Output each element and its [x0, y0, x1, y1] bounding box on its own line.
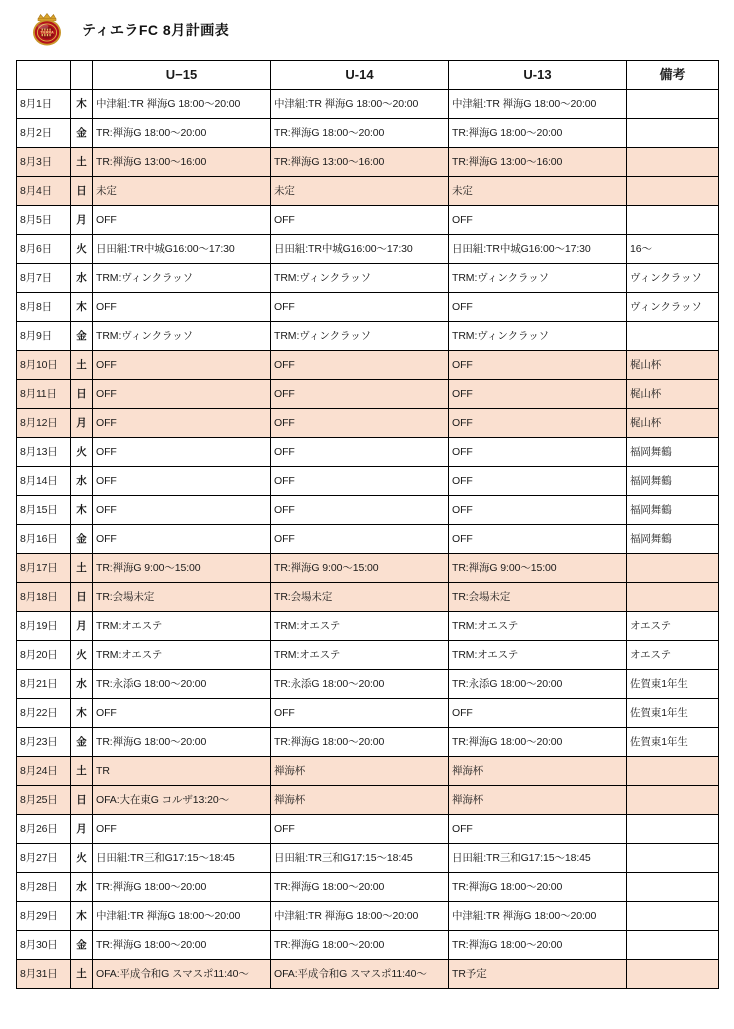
cell-u13: 禅海杯 [449, 786, 627, 815]
cell-u13: TRM:オエステ [449, 641, 627, 670]
cell-note [627, 90, 719, 119]
cell-note [627, 931, 719, 960]
cell-note: 佐賀東1年生 [627, 670, 719, 699]
table-row [17, 206, 719, 235]
cell-u14: TRM:オエステ [271, 641, 449, 670]
cell-day-of-week: 日 [71, 177, 93, 206]
schedule-table-wrap [0, 60, 734, 989]
table-head [17, 61, 719, 90]
table-row [17, 409, 719, 438]
table-row [17, 873, 719, 902]
table-row [17, 757, 719, 786]
cell-u15: TR:禅海G 18:00〜20:00 [93, 728, 271, 757]
table-row [17, 322, 719, 351]
cell-note [627, 902, 719, 931]
cell-u13: 日田組:TR中城G16:00〜17:30 [449, 235, 627, 264]
cell-u13: TR:禅海G 9:00〜15:00 [449, 554, 627, 583]
cell-u14: TRM:ヴィンクラッソ [271, 322, 449, 351]
cell-note: 福岡舞鶴 [627, 525, 719, 554]
cell-day-of-week: 火 [71, 438, 93, 467]
cell-u13: 日田組:TR三和G17:15〜18:45 [449, 844, 627, 873]
cell-date: 8月18日 [17, 583, 71, 612]
table-row [17, 525, 719, 554]
cell-u13: 中津組:TR 禅海G 18:00〜20:00 [449, 902, 627, 931]
cell-date: 8月30日 [17, 931, 71, 960]
cell-u15: OFF [93, 380, 271, 409]
cell-u15: TR:禅海G 13:00〜16:00 [93, 148, 271, 177]
cell-u14: TR:禅海G 18:00〜20:00 [271, 873, 449, 902]
cell-u14: OFF [271, 699, 449, 728]
table-row [17, 699, 719, 728]
cell-u15: TR:禅海G 18:00〜20:00 [93, 119, 271, 148]
cell-note [627, 206, 719, 235]
cell-u15: OFA:大在東G コルザ13:20〜 [93, 786, 271, 815]
cell-u13: OFF [449, 293, 627, 322]
cell-u13: TR:禅海G 18:00〜20:00 [449, 728, 627, 757]
cell-u14: OFF [271, 467, 449, 496]
cell-u13: OFF [449, 409, 627, 438]
cell-day-of-week: 水 [71, 467, 93, 496]
cell-u13: TR:禅海G 18:00〜20:00 [449, 931, 627, 960]
cell-day-of-week: 水 [71, 873, 93, 902]
table-row [17, 496, 719, 525]
cell-day-of-week: 月 [71, 815, 93, 844]
cell-u15: 日田組:TR三和G17:15〜18:45 [93, 844, 271, 873]
cell-u15: 日田組:TR中城G16:00〜17:30 [93, 235, 271, 264]
table-row [17, 641, 719, 670]
cell-date: 8月22日 [17, 699, 71, 728]
table-row [17, 90, 719, 119]
cell-day-of-week: 土 [71, 554, 93, 583]
cell-date: 8月25日 [17, 786, 71, 815]
cell-date: 8月1日 [17, 90, 71, 119]
cell-u15: OFF [93, 496, 271, 525]
table-row [17, 438, 719, 467]
cell-u14: 未定 [271, 177, 449, 206]
cell-u15: OFF [93, 409, 271, 438]
header-u14: U-14 [271, 61, 449, 90]
cell-u15: TR:会場未定 [93, 583, 271, 612]
cell-day-of-week: 日 [71, 583, 93, 612]
cell-u15: TR [93, 757, 271, 786]
cell-u14: TRM:ヴィンクラッソ [271, 264, 449, 293]
cell-u13: 未定 [449, 177, 627, 206]
cell-date: 8月13日 [17, 438, 71, 467]
cell-date: 8月14日 [17, 467, 71, 496]
cell-u13: TR:会場未定 [449, 583, 627, 612]
cell-note: 梶山杯 [627, 380, 719, 409]
cell-note [627, 757, 719, 786]
cell-date: 8月15日 [17, 496, 71, 525]
cell-day-of-week: 火 [71, 641, 93, 670]
cell-u13: TR予定 [449, 960, 627, 989]
cell-day-of-week: 木 [71, 699, 93, 728]
cell-u13: TR:禅海G 13:00〜16:00 [449, 148, 627, 177]
cell-day-of-week: 金 [71, 728, 93, 757]
cell-date: 8月5日 [17, 206, 71, 235]
cell-note [627, 119, 719, 148]
cell-u14: TR:禅海G 9:00〜15:00 [271, 554, 449, 583]
cell-u13: OFF [449, 438, 627, 467]
cell-u14: 禅海杯 [271, 786, 449, 815]
cell-note: 佐賀東1年生 [627, 699, 719, 728]
table-row [17, 670, 719, 699]
cell-u13: OFF [449, 699, 627, 728]
cell-note: ヴィンクラッソ [627, 264, 719, 293]
cell-note: 福岡舞鶴 [627, 438, 719, 467]
cell-date: 8月9日 [17, 322, 71, 351]
cell-day-of-week: 木 [71, 902, 93, 931]
cell-u13: TRM:オエステ [449, 612, 627, 641]
cell-u14: 中津組:TR 禅海G 18:00〜20:00 [271, 902, 449, 931]
cell-date: 8月19日 [17, 612, 71, 641]
cell-u13: 中津組:TR 禅海G 18:00〜20:00 [449, 90, 627, 119]
page-title: ティエラFC 8月計画表 [82, 22, 230, 38]
cell-day-of-week: 土 [71, 148, 93, 177]
table-row [17, 293, 719, 322]
cell-date: 8月16日 [17, 525, 71, 554]
table-row [17, 235, 719, 264]
cell-u14: OFF [271, 293, 449, 322]
cell-u14: TRM:オエステ [271, 612, 449, 641]
cell-day-of-week: 金 [71, 119, 93, 148]
cell-day-of-week: 水 [71, 264, 93, 293]
cell-note [627, 844, 719, 873]
table-row [17, 148, 719, 177]
cell-u14: 中津組:TR 禅海G 18:00〜20:00 [271, 90, 449, 119]
cell-day-of-week: 水 [71, 670, 93, 699]
table-row [17, 380, 719, 409]
cell-u14: OFF [271, 815, 449, 844]
cell-u13: OFF [449, 496, 627, 525]
cell-u14: OFF [271, 206, 449, 235]
cell-u15: TRM:ヴィンクラッソ [93, 322, 271, 351]
cell-note [627, 960, 719, 989]
cell-date: 8月8日 [17, 293, 71, 322]
cell-u14: OFF [271, 351, 449, 380]
table-row [17, 264, 719, 293]
cell-date: 8月27日 [17, 844, 71, 873]
cell-u13: OFF [449, 380, 627, 409]
cell-day-of-week: 月 [71, 409, 93, 438]
table-row [17, 351, 719, 380]
cell-u14: OFF [271, 496, 449, 525]
cell-u15: OFF [93, 438, 271, 467]
cell-u15: OFF [93, 467, 271, 496]
cell-date: 8月3日 [17, 148, 71, 177]
cell-u14: TR:禅海G 18:00〜20:00 [271, 931, 449, 960]
cell-note: 16〜 [627, 235, 719, 264]
cell-u13: TR:禅海G 18:00〜20:00 [449, 119, 627, 148]
cell-date: 8月10日 [17, 351, 71, 380]
schedule-table [16, 60, 719, 989]
cell-u14: OFF [271, 380, 449, 409]
table-row [17, 554, 719, 583]
cell-day-of-week: 土 [71, 757, 93, 786]
cell-note [627, 583, 719, 612]
cell-u15: TR:禅海G 18:00〜20:00 [93, 873, 271, 902]
cell-date: 8月24日 [17, 757, 71, 786]
table-row [17, 815, 719, 844]
cell-u14: 日田組:TR三和G17:15〜18:45 [271, 844, 449, 873]
cell-u15: OFF [93, 293, 271, 322]
cell-date: 8月21日 [17, 670, 71, 699]
cell-u15: TRM:オエステ [93, 612, 271, 641]
cell-day-of-week: 土 [71, 960, 93, 989]
table-row [17, 583, 719, 612]
cell-u15: 未定 [93, 177, 271, 206]
cell-u13: TR:禅海G 18:00〜20:00 [449, 873, 627, 902]
cell-u14: OFF [271, 438, 449, 467]
table-row [17, 960, 719, 989]
cell-date: 8月23日 [17, 728, 71, 757]
cell-u15: TRM:ヴィンクラッソ [93, 264, 271, 293]
cell-date: 8月7日 [17, 264, 71, 293]
cell-date: 8月12日 [17, 409, 71, 438]
cell-u15: OFA:平成令和G スマスポ11:40〜 [93, 960, 271, 989]
header-row [17, 61, 719, 90]
table-row [17, 467, 719, 496]
cell-note: 梶山杯 [627, 409, 719, 438]
cell-note [627, 177, 719, 206]
table-row [17, 786, 719, 815]
cell-note: オエステ [627, 612, 719, 641]
cell-note [627, 322, 719, 351]
cell-u14: OFF [271, 409, 449, 438]
header-dow [71, 61, 93, 90]
header-u13: U-13 [449, 61, 627, 90]
cell-u15: TR:禅海G 18:00〜20:00 [93, 931, 271, 960]
cell-u15: OFF [93, 699, 271, 728]
table-row [17, 902, 719, 931]
cell-date: 8月29日 [17, 902, 71, 931]
cell-date: 8月20日 [17, 641, 71, 670]
cell-note [627, 873, 719, 902]
table-row [17, 177, 719, 206]
table-body [17, 90, 719, 989]
cell-u14: TR:禅海G 18:00〜20:00 [271, 119, 449, 148]
cell-u13: OFF [449, 351, 627, 380]
cell-u14: 禅海杯 [271, 757, 449, 786]
cell-u15: OFF [93, 351, 271, 380]
cell-day-of-week: 日 [71, 786, 93, 815]
cell-u13: OFF [449, 815, 627, 844]
table-row [17, 119, 719, 148]
cell-date: 8月31日 [17, 960, 71, 989]
cell-note: オエステ [627, 641, 719, 670]
cell-u15: OFF [93, 206, 271, 235]
cell-day-of-week: 土 [71, 351, 93, 380]
cell-date: 8月6日 [17, 235, 71, 264]
page-header [0, 0, 734, 60]
header-note: 備考 [627, 61, 719, 90]
tierra-fc-crest-icon [26, 11, 68, 49]
table-row [17, 728, 719, 757]
cell-u13: TR:永添G 18:00〜20:00 [449, 670, 627, 699]
cell-u14: TR:禅海G 13:00〜16:00 [271, 148, 449, 177]
cell-date: 8月26日 [17, 815, 71, 844]
cell-date: 8月17日 [17, 554, 71, 583]
cell-note: 佐賀東1年生 [627, 728, 719, 757]
cell-note: 福岡舞鶴 [627, 496, 719, 525]
cell-note: 梶山杯 [627, 351, 719, 380]
cell-u13: TRM:ヴィンクラッソ [449, 322, 627, 351]
cell-date: 8月28日 [17, 873, 71, 902]
header-u15: U−15 [93, 61, 271, 90]
header-date [17, 61, 71, 90]
cell-u14: TR:禅海G 18:00〜20:00 [271, 728, 449, 757]
cell-day-of-week: 月 [71, 206, 93, 235]
table-row [17, 844, 719, 873]
cell-u13: OFF [449, 525, 627, 554]
cell-day-of-week: 金 [71, 525, 93, 554]
cell-u15: TR:永添G 18:00〜20:00 [93, 670, 271, 699]
cell-note [627, 554, 719, 583]
cell-day-of-week: 金 [71, 322, 93, 351]
cell-day-of-week: 木 [71, 90, 93, 119]
cell-date: 8月2日 [17, 119, 71, 148]
cell-u15: TRM:オエステ [93, 641, 271, 670]
cell-note: ヴィンクラッソ [627, 293, 719, 322]
cell-note [627, 786, 719, 815]
cell-note: 福岡舞鶴 [627, 467, 719, 496]
cell-u14: 日田組:TR中城G16:00〜17:30 [271, 235, 449, 264]
cell-u14: TR:永添G 18:00〜20:00 [271, 670, 449, 699]
svg-text:TIERRA: TIERRA [40, 30, 54, 35]
cell-day-of-week: 日 [71, 380, 93, 409]
cell-u14: OFF [271, 525, 449, 554]
cell-u15: TR:禅海G 9:00〜15:00 [93, 554, 271, 583]
cell-date: 8月4日 [17, 177, 71, 206]
cell-day-of-week: 月 [71, 612, 93, 641]
cell-day-of-week: 木 [71, 293, 93, 322]
cell-note [627, 148, 719, 177]
cell-day-of-week: 木 [71, 496, 93, 525]
cell-u13: 禅海杯 [449, 757, 627, 786]
cell-u15: OFF [93, 815, 271, 844]
cell-day-of-week: 火 [71, 235, 93, 264]
cell-u15: OFF [93, 525, 271, 554]
cell-u13: TRM:ヴィンクラッソ [449, 264, 627, 293]
cell-u14: OFA:平成令和G スマスポ11:40〜 [271, 960, 449, 989]
cell-date: 8月11日 [17, 380, 71, 409]
cell-u14: TR:会場未定 [271, 583, 449, 612]
cell-day-of-week: 火 [71, 844, 93, 873]
cell-note [627, 815, 719, 844]
cell-u15: 中津組:TR 禅海G 18:00〜20:00 [93, 90, 271, 119]
cell-u15: 中津組:TR 禅海G 18:00〜20:00 [93, 902, 271, 931]
table-row [17, 612, 719, 641]
cell-u13: OFF [449, 467, 627, 496]
table-row [17, 931, 719, 960]
cell-day-of-week: 金 [71, 931, 93, 960]
cell-u13: OFF [449, 206, 627, 235]
